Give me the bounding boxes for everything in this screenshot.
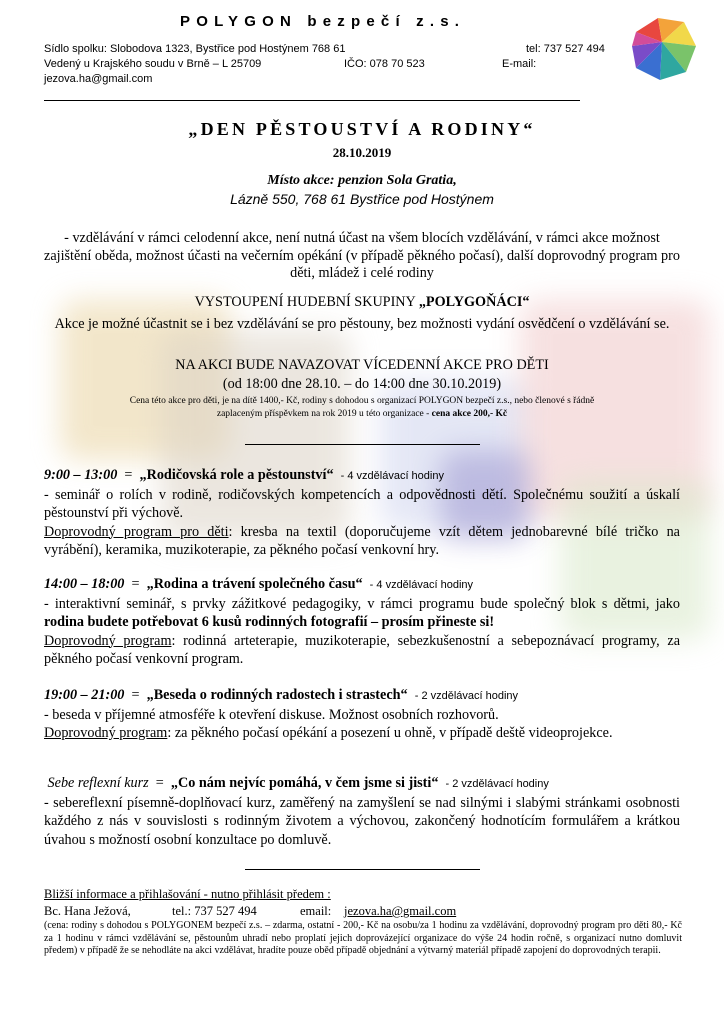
price-bold: cena akce 200,- Kč [431, 408, 508, 419]
org-email-label: E-mail: [502, 58, 537, 70]
session-time: 9:00 – 13:00 [44, 467, 118, 483]
concert-prefix: VYSTOUPENÍ HUDEBNÍ SKUPINY [194, 294, 416, 310]
session-title: „Rodičovská role a pěstounství“ [139, 467, 334, 483]
pricing-fineprint: (cena: rodiny s dohodou s POLYGONEM bezpečí z.s. – zdarma, ostatní - 200,- Kč na osobu/za 1 hodinu za vzdělávání, doprovodný program pro děti 80,- Kč za 1 hodinu v rámci vzdělávání se, pěstounům uhradí nebo proplatí jejich doprovázející organizace do výše 24 hodin ročně, s organizací nutno domluvit předem) v případě že se nehodláte na akci vzdělávat, hradíte pouze oběd případě objednání a výtvarný materiál případě zapojení do doprovodných terapii. [44, 920, 682, 957]
companion-program-label: Doprovodný program [44, 632, 172, 649]
org-ico: IČO: 078 70 523 [344, 58, 425, 70]
contact-email-label: email: [300, 904, 332, 918]
session-block [44, 575, 680, 669]
org-court-registration: Vedený u Krajského soudu v Brně – L 25709 [44, 58, 262, 70]
session-eq: = [131, 576, 140, 592]
contact-email-link[interactable]: jezova.ha@gmail.com [344, 904, 457, 918]
companion-program-text: : kresba na textil (doporučujeme vzít dětem jednobarevné bílé tričko na vyrábění), keramika, muzikoterapie, za pěkného počasí venkovní hry. [44, 523, 680, 558]
price-note [120, 395, 604, 420]
section-divider [245, 444, 480, 445]
session-hours: - 2 vzdělávací hodiny [445, 778, 549, 790]
companion-program [44, 523, 680, 560]
event-title: „DEN PĚSTOUSTVÍ A RODINY“ [188, 119, 536, 139]
session-block [44, 466, 680, 560]
companion-program-text: : za pěkného počasí opékání a posezení u ohně, v případě deště videoprojekce. [167, 725, 613, 741]
org-email[interactable]: jezova.ha@gmail.com [44, 73, 153, 85]
session-time: 19:00 – 21:00 [44, 687, 125, 703]
companion-program [44, 724, 680, 743]
session-eq: = [131, 687, 140, 703]
polygon-logo [628, 12, 700, 84]
venue-name: Místo akce: penzion Sola Gratia, [267, 173, 457, 188]
contact-line [44, 904, 684, 919]
event-intro: - vzdělávání v rámci celodenní akce, není nutná účast na všem blocích vzdělávání, v rámci akce možnost zajištění oběda, možnost účasti na večerním opékání (v případě pěkného počasí), další doprovodný program pro děti, mládež i celé rodiny [44, 230, 680, 281]
organization-name: POLYGON bezpečí z.s. [180, 13, 466, 30]
session-time: Sebe reflexní kurz [47, 775, 149, 791]
band-name: „POLYGOŇÁCI“ [418, 294, 530, 310]
section-divider [245, 869, 480, 870]
org-phone: tel: 737 527 494 [526, 43, 605, 55]
session-eq: = [124, 467, 133, 483]
companion-program-label: Doprovodný program pro děti [44, 523, 229, 540]
session-description [44, 595, 680, 632]
session-description-text: - interaktivní seminář, s prvky zážitkové pedagogiky, v rámci programu bude společný blok s dětmi, jako [44, 595, 680, 612]
session-title: „Beseda o rodinných radostech i strastech“ [146, 687, 408, 703]
session-time: 14:00 – 18:00 [44, 576, 125, 592]
session-hours: - 4 vzdělávací hodiny [369, 579, 474, 591]
followup-event: NA AKCI BUDE NAVAZOVAT VÍCEDENNÍ AKCE PRO DĚTI [175, 357, 549, 373]
concert-announcement [30, 294, 694, 311]
contact-heading: Bližší informace a přihlašování - nutno přihlásit předem : [44, 887, 331, 901]
companion-program [44, 632, 680, 669]
companion-program-text: : rodinná arteterapie, muzikoterapie, sebezkušenostní a sebepoznávací programy, za pěkného počasí venkovní program. [44, 632, 680, 667]
session-title: „Co nám nejvíc pomáhá, v čem jsme si jisti“ [170, 775, 439, 791]
session-hours: - 4 vzdělávací hodiny [340, 470, 444, 482]
session-description: - sebereflexní písemně-doplňovací kurz, zaměřený na zamyšlení se nad silnými i slabými stránkami osobnosti každého z nás v souvislosti s rodinným životem a výchovou, zakončený hodnotícím formulářem a krátkou úvahou s možností osobní konzultace po domluvě. [44, 794, 680, 848]
session-block [44, 774, 680, 849]
companion-program-label: Doprovodný program [44, 725, 168, 741]
session-title: „Rodina a trávení společného času“ [146, 576, 363, 592]
session-eq: = [155, 775, 164, 791]
header-divider [44, 100, 580, 101]
session-description: - beseda v příjemné atmosféře k otevření diskuse. Možnost osobních rozhovorů. [44, 706, 499, 723]
venue-address: Lázně 550, 768 61 Bystřice pod Hostýnem [230, 191, 494, 207]
optional-participation: Akce je možné účastnit se i bez vzdělávání se pro pěstouny, bez možnosti vydání osvědčení o vzdělávání se. [54, 316, 670, 332]
event-date: 28.10.2019 [332, 145, 392, 160]
contact-phone: tel.: 737 527 494 [172, 904, 257, 918]
price-text: Cena této akce pro děti, je na dítě 1400,- Kč, rodiny s dohodou s organizací POLYGON bezpečí z.s., nebo členové s řádně zaplaceným příspěvkem na rok 2019 u této organizace - [129, 396, 595, 419]
followup-dates: (od 18:00 dne 28.10. – do 14:00 dne 30.10.2019) [222, 376, 502, 392]
session-block [44, 686, 680, 743]
contact-name: Bc. Hana Ježová, [44, 904, 131, 918]
org-address: Sídlo spolku: Slobodova 1323, Bystřice pod Hostýnem 768 61 [44, 43, 346, 55]
session-hours: - 2 vzdělávací hodiny [414, 690, 519, 702]
session-description-bold: rodina budete potřebovat 6 kusů rodinných fotografií – prosím přineste si! [44, 614, 495, 630]
contact-section [44, 887, 684, 919]
session-description: - seminář o rolích v rodině, rodičovských kompetencích a odpovědnosti dětí. Společnému soužití a úskalí pěstounství při výchově. [44, 486, 680, 521]
